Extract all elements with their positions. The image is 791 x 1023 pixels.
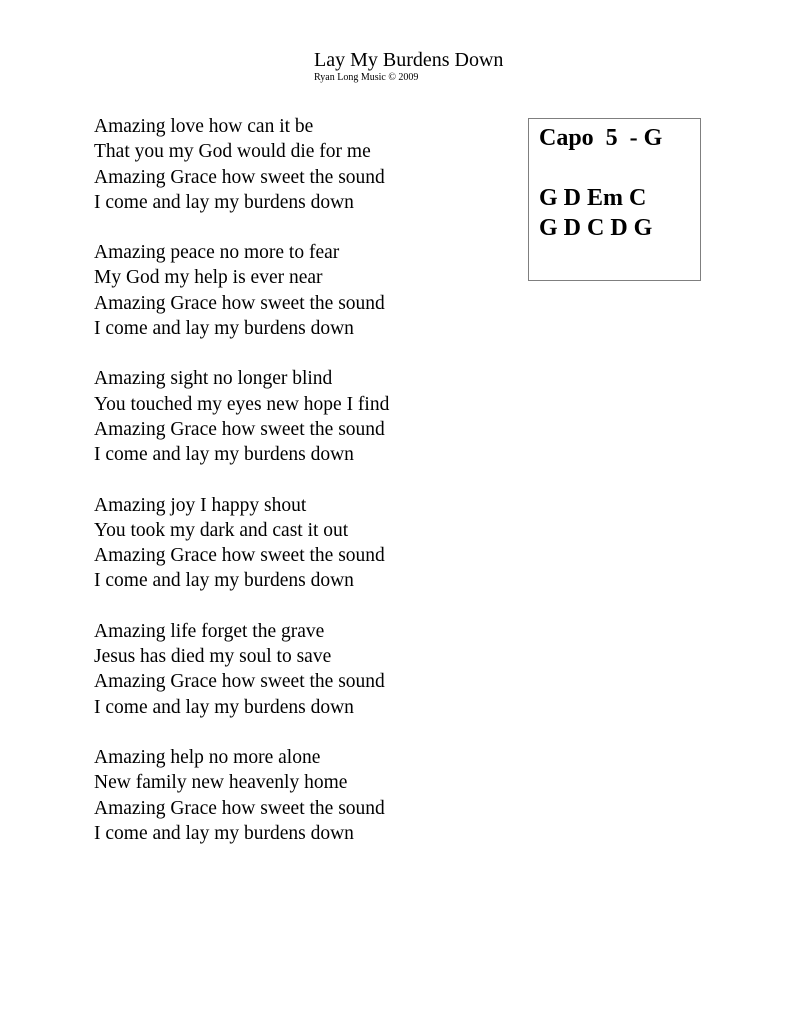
lyric-line: Amazing Grace how sweet the sound — [94, 545, 385, 567]
lyric-line: Amazing sight no longer blind — [94, 368, 333, 390]
lyric-line: Amazing Grace how sweet the sound — [94, 797, 385, 819]
verse-2 — [94, 240, 494, 341]
lyrics — [94, 114, 494, 871]
chord-spacer — [539, 153, 700, 183]
lyric-line: Amazing Grace how sweet the sound — [94, 671, 385, 693]
lyric-line: Amazing love how can it be — [94, 116, 314, 137]
chord-progression-1: G D Em C — [539, 185, 647, 211]
lyric-line: New family new heavenly home — [94, 772, 348, 794]
lyric-line: I come and lay my burdens down — [94, 696, 354, 718]
lyric-line: Amazing life forget the grave — [94, 620, 325, 642]
verse-3 — [94, 366, 494, 467]
verse-5 — [94, 619, 494, 720]
lyric-line: Amazing peace no more to fear — [94, 242, 340, 264]
lyric-line: Amazing Grace how sweet the sound — [94, 418, 385, 440]
lyric-line: I come and lay my burdens down — [94, 570, 354, 592]
lyric-line: I come and lay my burdens down — [94, 318, 354, 340]
verse-1 — [94, 114, 494, 215]
lyric-line: Amazing joy I happy shout — [94, 494, 307, 516]
lyric-line: Amazing Grace how sweet the sound — [94, 292, 385, 314]
lyric-line: Jesus has died my soul to save — [94, 646, 332, 668]
lyric-line: My God my help is ever near — [94, 267, 323, 289]
lyric-line: I come and lay my burdens down — [94, 822, 354, 844]
lyric-line: I come and lay my burdens down — [94, 191, 354, 213]
chord-box — [528, 118, 701, 281]
lyric-line: Amazing Grace how sweet the sound — [94, 166, 385, 188]
lyric-line: That you my God would die for me — [94, 141, 371, 163]
lyric-line: You took my dark and cast it out — [94, 519, 349, 541]
capo-label: Capo 5 - G — [539, 125, 663, 151]
verse-6 — [94, 745, 494, 846]
lyric-line: Amazing help no more alone — [94, 746, 321, 768]
lyric-line: You touched my eyes new hope I find — [94, 393, 390, 415]
song-title: Lay My Burdens Down — [314, 49, 504, 71]
chord-progression-2: G D C D G — [539, 215, 653, 241]
copyright-line: Ryan Long Music © 2009 — [314, 72, 419, 83]
verse-4 — [94, 493, 494, 594]
lyric-line: I come and lay my burdens down — [94, 444, 354, 466]
